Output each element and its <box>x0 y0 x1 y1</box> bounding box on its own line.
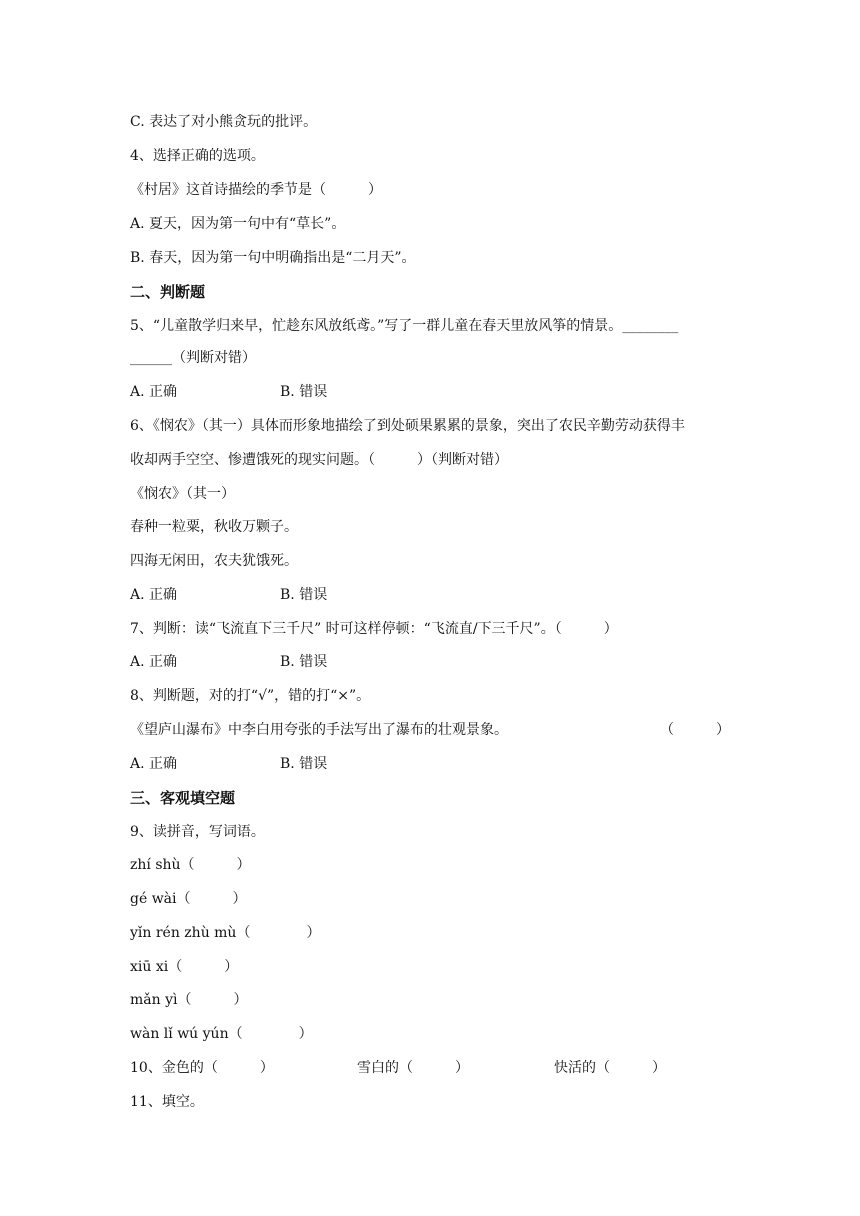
q4-option-a: A. 夏天，因为第一句中有“草长”。 <box>130 216 346 232</box>
q8-stem: 8、判断题，对的打“√”，错的打“×”。 <box>130 688 371 704</box>
q6-option-a: A. 正确 <box>130 587 178 603</box>
q9-item: yǐn rén zhù mù（ ） <box>130 925 321 941</box>
q9-item: gé wài（ ） <box>130 891 247 907</box>
q6-option-b: B. 错误 <box>280 587 328 603</box>
q8-answer-paren: （ ） <box>660 722 730 738</box>
q10-item-3: 快活的（ ） <box>554 1060 666 1076</box>
q4-option-b: B. 春天，因为第一句中明确指出是“二月天”。 <box>130 250 416 266</box>
q9-item: xiū xi（ ） <box>130 959 239 975</box>
q9-item: zhí shù（ ） <box>130 857 251 873</box>
q8-option-a: A. 正确 <box>130 756 178 772</box>
q3-option-c: C. 表达了对小熊贪玩的批评。 <box>130 114 318 130</box>
q9-item: wàn lǐ wú yún（ ） <box>130 1026 313 1042</box>
q7-option-b: B. 错误 <box>280 654 328 670</box>
q5-option-a: A. 正确 <box>130 384 178 400</box>
q8-statement: 《望庐山瀑布》中李白用夸张的手法写出了瀑布的壮观景象。 <box>130 722 508 738</box>
q8-option-b: B. 错误 <box>280 756 328 772</box>
q5-stem-line2: ______（判断对错） <box>130 350 256 366</box>
q9-stem: 9、读拼音，写词语。 <box>130 824 265 840</box>
q4-stem: 4、选择正确的选项。 <box>130 148 265 164</box>
section-3-heading: 三、客观填空题 <box>130 789 236 807</box>
q6-stem-line2: 收却两手空空、惨遭饿死的现实问题。（ ）（判断对错） <box>130 452 508 468</box>
q10-item-1: 10、金色的（ ） <box>130 1060 274 1076</box>
q6-poem-title: 《悯农》（其一） <box>130 486 235 502</box>
q6-poem-line1: 春种一粒粟，秋收万颗子。 <box>130 519 298 535</box>
q5-stem-line1: 5、“儿童散学归来早，忙趁东风放纸鸢。”写了一群儿童在春天里放风筝的情景。________ <box>130 318 679 334</box>
q6-poem-line2: 四海无闲田，农夫犹饿死。 <box>130 553 298 569</box>
q4-question: 《村居》这首诗描绘的季节是（ ） <box>130 182 382 198</box>
q9-item: mǎn yì（ ） <box>130 992 248 1008</box>
q7-stem: 7、判断：读“飞流直下三千尺” 时可这样停顿：“飞流直/下三千尺”。（ ） <box>130 621 618 637</box>
q5-option-b: B. 错误 <box>280 384 328 400</box>
q10-item-2: 雪白的（ ） <box>357 1060 469 1076</box>
q7-option-a: A. 正确 <box>130 654 178 670</box>
q6-stem-line1: 6、《悯农》（其一）具体而形象地描绘了到处硕果累累的景象，突出了农民辛勤劳动获得丰 <box>130 418 685 434</box>
section-2-heading: 二、判断题 <box>130 283 206 301</box>
q11-stem: 11、填空。 <box>130 1094 204 1110</box>
